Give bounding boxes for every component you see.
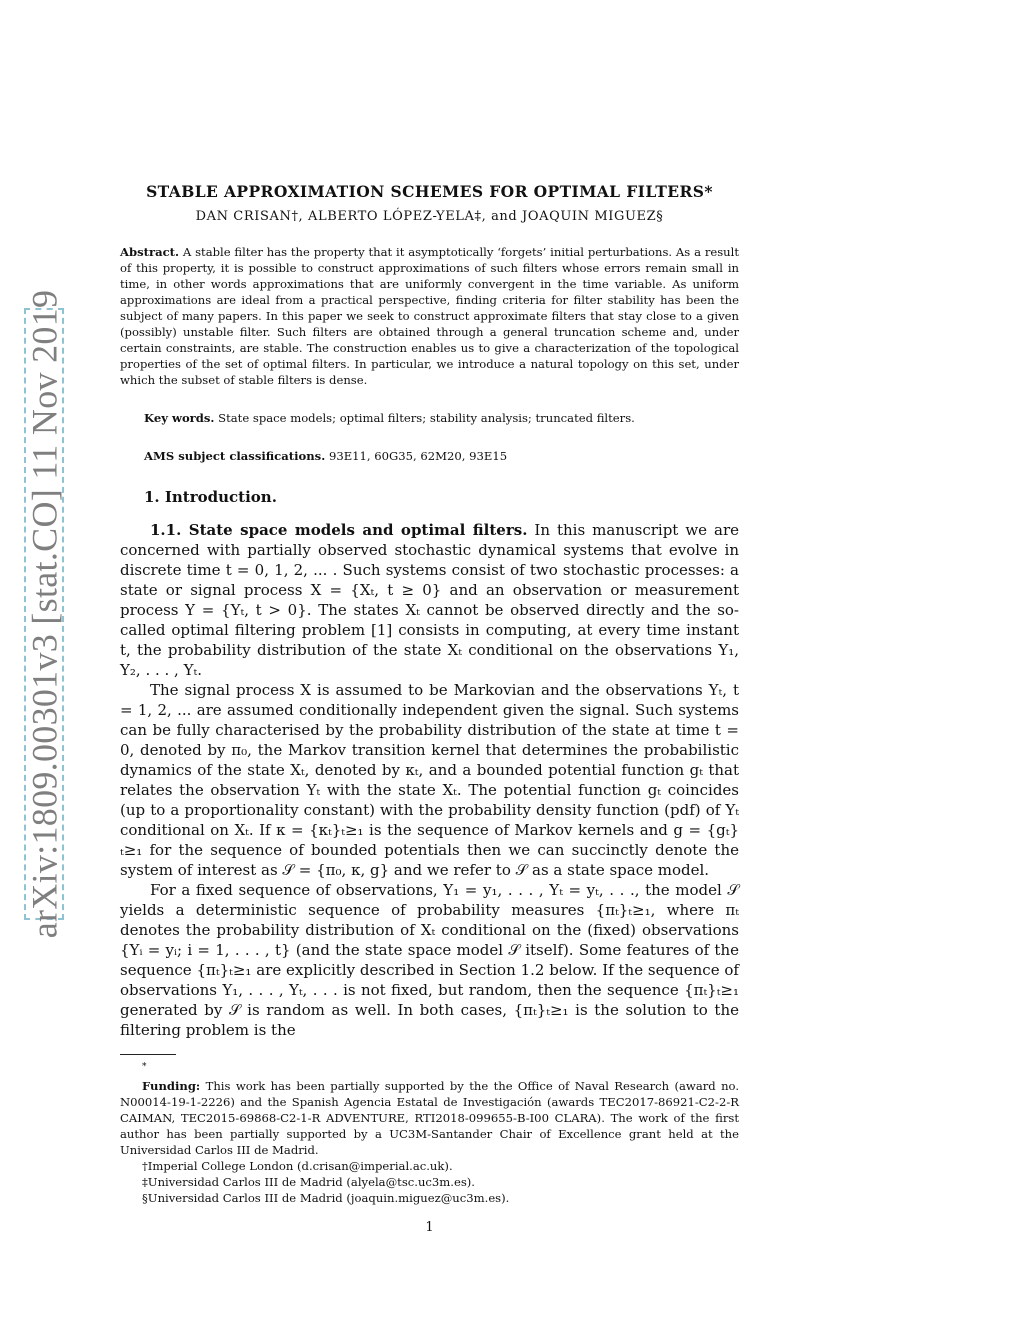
paragraph: The signal process X is assumed to be Markovian and the observations Yₜ, t = 1, 2, ... are assumed conditionally independent given the signal. Such systems can be fully characterised by the probability distribution of the state at time t = 0, denoted by π₀, the Markov transition kernel that determines the probabilistic dynamics of the state Xₜ, denoted by κₜ, and a bounded potential function gₜ that relates the observation Yₜ with the state Xₜ. The potential function gₜ coincides (up to a proportionality constant) with the probability density function (pdf) of Yₜ conditional on Xₜ. If κ = {κₜ}ₜ≥₁ is the sequence of Markov kernels and g = {gₜ}ₜ≥₁ for the sequence of bounded potentials then we can succinctly denote the system of interest as 𝒮 = {π₀, κ, g} and we refer to 𝒮 as a state space model.	[120, 681, 739, 879]
footnote-affiliation-1: †Imperial College London (d.crisan@imperial.ac.uk).	[142, 1158, 453, 1173]
funding-label: Funding:	[142, 1078, 201, 1093]
footnote-funding	[120, 1078, 739, 1158]
ams-classifications	[120, 448, 739, 464]
funding-text: This work has been partially supported by the the Office of Naval Research (award no. N00014-19-1-2226) and the Spanish Agencia Estatal de Investigación (awards TEC2017-86921-C2-2-R CAIMAN, TEC2015-69868-C2-1-R ADVENTURE, RTI2018-099655-B-I00 CLARA). The work of the first author has been partially supported by a UC3M-Santander Chair of Excellence grant held at the Universidad Carlos III de Madrid.	[120, 1078, 740, 1157]
footnotes	[120, 1059, 739, 1206]
footnote-affiliation-3: §Universidad Carlos III de Madrid (joaquin.miguez@uc3m.es).	[142, 1190, 510, 1205]
paper-authors: DAN CRISAN†, ALBERTO LÓPEZ-YELA‡, and JOAQUIN MIGUEZ§	[195, 209, 664, 224]
section-heading: 1. Introduction.	[144, 488, 277, 506]
ams-text: 93E11, 60G35, 62M20, 93E15	[328, 449, 508, 463]
keywords-label: Key words.	[144, 411, 215, 425]
paper-page	[120, 180, 739, 1235]
paragraph	[120, 520, 739, 680]
paragraph-text: In this manuscript we are concerned with partially observed stochastic dynamical systems that evolve in discrete time t = 0, 1, 2, ... . Such systems consist of two stochastic processes: a state or signal process X = {Xₜ, t ≥ 0} and an observation or measurement process Y = {Yₜ, t > 0}. The states Xₜ cannot be observed directly and the so-called optimal filtering problem [1] consists in computing, at every time instant t, the probability distribution of the state Xₜ conditional on the observations Y₁, Y₂, . . . , Yₜ.	[120, 521, 740, 679]
footnote-rule	[120, 1054, 176, 1055]
arxiv-id: arXiv:1809.00301v3 [stat.CO] 11 Nov 2019	[24, 289, 65, 939]
footnote-star	[120, 1059, 739, 1078]
footnote-affiliation-2: ‡Universidad Carlos III de Madrid (alyela@tsc.uc3m.es).	[142, 1174, 475, 1189]
arxiv-stamp	[24, 289, 65, 939]
abstract-label: Abstract.	[120, 245, 180, 259]
abstract-text: A stable filter has the property that it asymptotically ‘forgets’ initial perturbations. As a result of this property, it is possible to construct approximations of such filters whose errors remain small in time, in other words approximations that are uniformly convergent in the time variable. As uniform approximations are ideal from a practical perspective, finding criteria for filter stability has been the subject of many papers. In this paper we seek to construct approximate filters that stay close to a given (possibly) unstable filter. Such filters are obtained through a general truncation scheme and, under certain constraints, are stable. The construction enables us to give a characterization of the topological properties of the set of optimal filters. In particular, we introduce a natural topology on this set, under which the subset of stable filters is dense.	[120, 245, 740, 387]
paragraph: For a fixed sequence of observations, Y₁ = y₁, . . . , Yₜ = yₜ, . . ., the model 𝒮 yields a deterministic sequence of probability measures {πₜ}ₜ≥₁, where πₜ denotes the probability distribution of Xₜ conditional on the (fixed) observations {Yᵢ = yᵢ; i = 1, . . . , t} (and the state space model 𝒮 itself). Some features of the sequence {πₜ}ₜ≥₁ are explicitly described in Section 1.2 below. If the sequence of observations Y₁, . . . , Yₜ, . . . is not fixed, but random, then the sequence {πₜ}ₜ≥₁ generated by 𝒮 is random as well. In both cases, {πₜ}ₜ≥₁ is the solution to the filtering problem is the	[120, 881, 739, 1039]
subsection-heading: 1.1. State space models and optimal filters.	[150, 521, 528, 539]
page-number: 1	[425, 1219, 434, 1235]
abstract	[120, 244, 739, 388]
body-text	[120, 520, 739, 1040]
ams-label: AMS subject classifications.	[144, 449, 326, 463]
footnote-mark: *	[142, 1062, 147, 1072]
paper-title: STABLE APPROXIMATION SCHEMES FOR OPTIMAL FILTERS*	[146, 182, 713, 201]
keywords	[120, 410, 739, 426]
keywords-text: State space models; optimal filters; stability analysis; truncated filters.	[218, 411, 635, 425]
